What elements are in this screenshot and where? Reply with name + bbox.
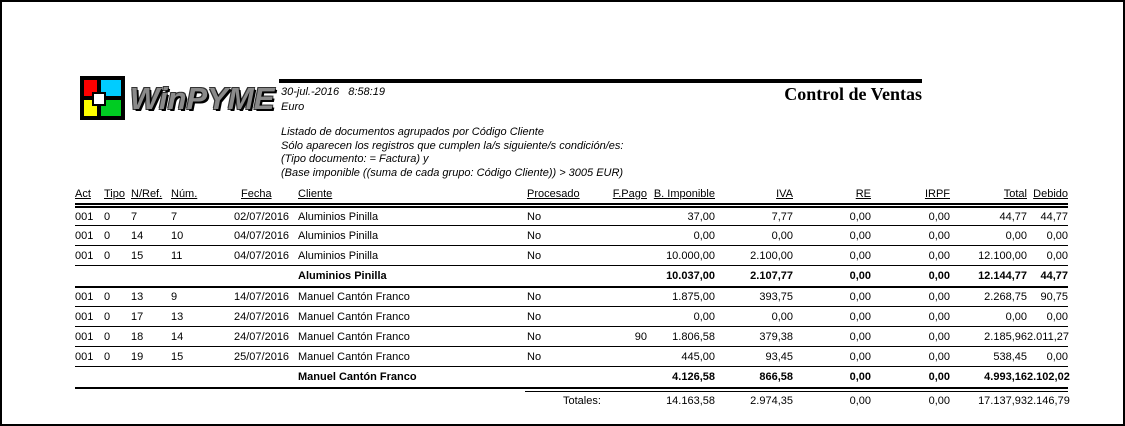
cell-iva: 2.107,77 [750,269,793,282]
cell-num: 14 [171,330,184,343]
cell-iva: 2.100,00 [750,249,793,262]
cell-nref: 13 [131,290,144,303]
cell-total: 17.137,93 [950,392,1027,410]
cell-base: 4.126,58 [672,370,715,383]
cell-total: 538,45 [993,350,1027,363]
cell-tipo: 0 [104,290,111,303]
cell-base: 0,00 [693,310,715,323]
cell-base: 0,00 [693,229,715,242]
cell-fpago [594,266,647,287]
cell-procesado: No [527,290,542,303]
table-row [75,206,1068,226]
column-header-cliente: Cliente [298,188,333,200]
table-row [75,287,1068,307]
cell-fecha: 04/07/2016 [234,229,290,242]
cell-tipo: 0 [104,249,111,262]
cell-irpf: 0,00 [928,210,950,223]
cell-procesado [525,367,594,388]
column-header-fecha: Fecha [241,188,272,200]
filter-description [281,126,623,180]
cell-fpago [594,367,647,388]
cell-re: 0,00 [849,310,871,323]
table-row [75,226,1068,246]
column-header-procesado: Procesado [527,188,580,200]
table-row [75,327,1068,347]
cell-total: 12.100,00 [978,249,1027,262]
report-currency: Euro [281,101,305,113]
cell-fpago [594,347,647,367]
cell-num: 15 [171,350,184,363]
cell-nref: 7 [131,210,138,223]
cell-irpf: 0,00 [928,290,950,303]
cell-act: 001 [75,210,94,223]
cell-fpago [594,392,647,410]
table-body [75,206,1068,410]
cell-nref: 17 [131,310,144,323]
cell-procesado: No [527,210,542,223]
filter-description-line: Listado de documentos agrupados por Código Cliente [281,126,544,138]
cell-iva: 7,77 [771,210,793,223]
column-header-num: Núm. [171,188,198,200]
cell-num: 13 [171,310,184,323]
cell-total: 2.268,75 [984,290,1027,303]
cell-procesado: No [527,229,542,242]
cell-debido: 90,75 [1040,290,1068,303]
cell-iva: 0,00 [771,310,793,323]
cell-total: 4.993,16 [984,370,1027,383]
cell-re: 0,00 [793,392,871,410]
cell-cliente: Manuel Cantón Franco [298,350,410,363]
cell-base: 445,00 [681,350,715,363]
cell-procesado: No [527,249,542,262]
cell-act: 001 [75,229,94,242]
group-subtotal-row [75,367,1068,388]
column-header-re: RE [855,188,871,200]
cell-base: 14.163,58 [647,392,715,410]
cell-fecha: 24/07/2016 [234,330,290,343]
cell-procesado: No [527,350,542,363]
cell-act [75,367,102,388]
cell-base: 1.875,00 [672,290,715,303]
header-rule [279,79,922,83]
cell-act: 001 [75,310,94,323]
table-row [75,246,1068,266]
cell-act: 001 [75,249,94,262]
cell-cliente: Aluminios Pinilla [298,249,379,262]
cell-re: 0,00 [849,210,871,223]
cell-fpago: 90 [634,330,647,343]
cell-iva: 379,38 [759,330,793,343]
column-header-iva: IVA [776,188,793,200]
report-title: Control de Ventas [784,84,922,104]
cell-act [75,266,102,287]
winpyme-logo [80,76,274,120]
cell-cliente: Manuel Cantón Franco [298,290,410,303]
cell-re: 0,00 [849,330,871,343]
cell-irpf: 0,00 [928,370,950,383]
cell-irpf: 0,00 [928,269,950,282]
cell-irpf: 0,00 [928,249,950,262]
cell-fpago [594,226,647,246]
cell-num [169,266,232,287]
cell-nref: 18 [131,330,144,343]
cell-debido: 2.102,02 [1027,370,1070,383]
cell-iva: 2.974,35 [715,392,793,410]
cell-tipo: 0 [104,210,111,223]
cell-fecha: 02/07/2016 [234,210,290,223]
cell-re: 0,00 [849,290,871,303]
cell-fpago [594,287,647,307]
column-header-debido: Debido [1033,188,1068,200]
cell-cliente: Manuel Cantón Franco [298,370,417,383]
cell-nref: 19 [131,350,144,363]
cell-debido: 2.011,27 [1027,330,1070,343]
cell-nref [129,367,169,388]
cell-base: 10.037,00 [666,269,715,282]
logo-text: WinPYME [130,80,275,116]
totals-lead-cell [75,392,525,410]
cell-debido: 0,00 [1046,310,1068,323]
cell-fecha: 25/07/2016 [234,350,290,363]
logo-center-square [92,92,106,106]
cell-act: 001 [75,350,94,363]
winpyme-logo-mark [80,76,125,120]
column-header-act: Act [75,188,91,200]
cell-iva: 93,45 [765,350,793,363]
cell-irpf: 0,00 [928,350,950,363]
column-header-fpago: F.Pago [612,188,647,200]
cell-debido: 2.146,79 [1027,392,1068,410]
cell-act: 001 [75,330,94,343]
cell-base: 37,00 [687,210,715,223]
cell-num: 11 [171,249,183,262]
cell-procesado [525,266,594,287]
cell-iva: 0,00 [771,229,793,242]
cell-procesado: No [527,310,542,323]
cell-num: 9 [171,290,178,303]
sales-table-container [75,188,1068,410]
cell-irpf: 0,00 [928,310,950,323]
cell-total: 12.144,77 [978,269,1027,282]
cell-fpago [594,246,647,266]
cell-tipo: 0 [104,330,111,343]
cell-fecha: 04/07/2016 [234,249,290,262]
cell-nref: 14 [131,229,144,242]
table-row [75,307,1068,327]
cell-debido: 44,77 [1040,269,1068,282]
cell-re: 0,00 [849,269,871,282]
cell-re: 0,00 [849,350,871,363]
column-header-tipo: Tipo [104,188,125,200]
column-header-base-imponible: B. Imponible [653,188,715,200]
cell-irpf: 0,00 [928,229,950,242]
filter-description-line: Sólo aparecen los registros que cumplen la/s siguiente/s condición/es: [281,139,624,152]
table-header [75,188,1068,206]
filter-description-line: (Tipo documento: = Factura) y [281,153,429,165]
group-subtotal-row [75,266,1068,287]
cell-debido: 0,00 [1046,249,1068,262]
cell-cliente: Manuel Cantón Franco [298,330,410,343]
report-datetime: 30-jul.-2016 8:58:19 [281,86,385,98]
cell-re: 0,00 [849,370,871,383]
column-header-total: Total [1003,188,1027,200]
cell-total: 44,77 [999,210,1027,223]
cell-re: 0,00 [849,229,871,242]
cell-total: 0,00 [1005,310,1027,323]
cell-base: 10.000,00 [666,249,715,262]
cell-act: 001 [75,290,94,303]
table-header-row [75,188,1068,206]
totals-row [75,392,1068,410]
cell-tipo [102,367,129,388]
cell-re: 0,00 [849,249,871,262]
cell-iva: 393,75 [759,290,793,303]
cell-tipo [102,266,129,287]
cell-num: 7 [171,210,178,223]
cell-debido: 44,77 [1040,210,1068,223]
cell-fecha: 24/07/2016 [234,310,290,323]
sales-table [75,188,1068,410]
cell-cliente: Aluminios Pinilla [298,229,379,242]
cell-num: 10 [171,229,184,242]
cell-fecha [232,266,296,287]
cell-tipo: 0 [104,229,111,242]
cell-total: 0,00 [1005,229,1027,242]
cell-irpf: 0,00 [871,392,950,410]
cell-total: 2.185,96 [984,330,1027,343]
cell-tipo: 0 [104,310,111,323]
cell-cliente: Aluminios Pinilla [298,210,379,223]
cell-cliente: Manuel Cantón Franco [298,310,410,323]
cell-base: 1.806,58 [672,330,715,343]
cell-debido: 0,00 [1046,229,1068,242]
filter-description-line: (Base imponible ((suma de cada grupo: Código Cliente)) > 3005 EUR) [281,166,624,179]
cell-debido: 0,00 [1046,350,1068,363]
cell-num [169,367,232,388]
column-header-nref: N/Ref. [131,188,163,200]
cell-fpago [594,307,647,327]
cell-iva: 866,58 [759,370,793,383]
column-header-irpf: IRPF [924,188,950,200]
table-row [75,347,1068,367]
cell-irpf: 0,00 [928,330,950,343]
cell-nref: 15 [131,249,144,262]
cell-procesado: No [527,330,542,343]
cell-fecha [232,367,296,388]
cell-nref [129,266,169,287]
cell-cliente: Aluminios Pinilla [298,269,387,282]
cell-fecha: 14/07/2016 [234,290,290,303]
cell-fpago [594,206,647,226]
cell-tipo: 0 [104,350,111,363]
totals-label: Totales: [525,392,594,410]
